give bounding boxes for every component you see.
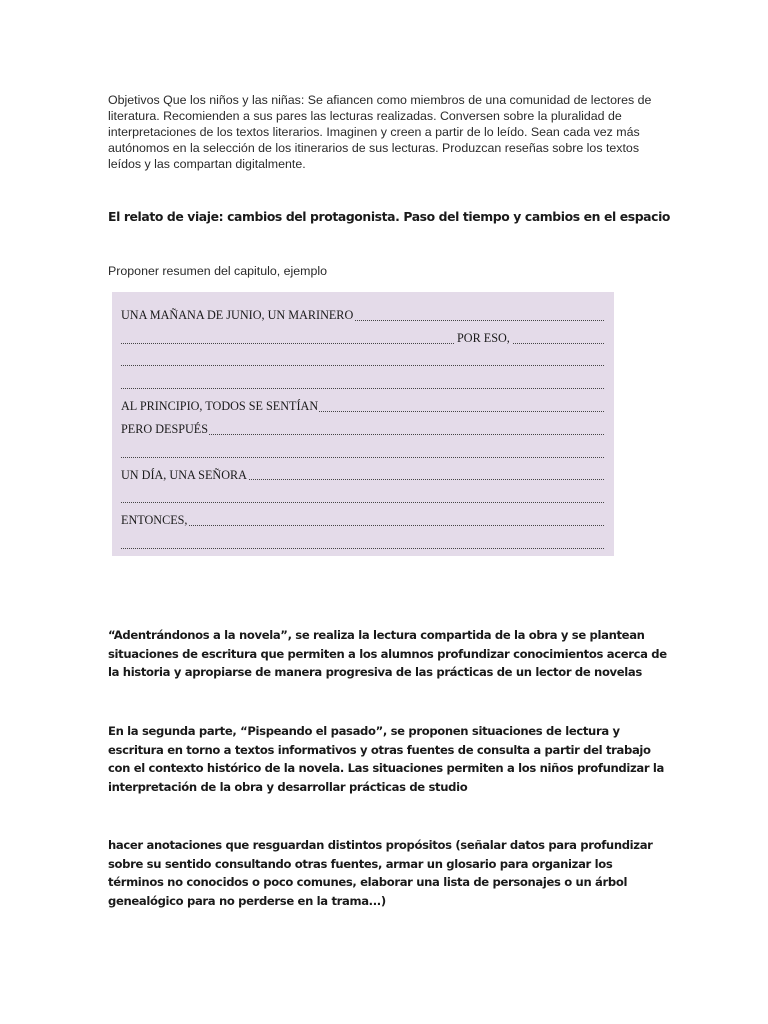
paragraph-anotaciones: hacer anotaciones que resguardan distintos propósitos (señalar datos para profundizar sobre su sentido consultando otras fuentes, armar un glosario para organizar los términos no conocidos o poco comunes, elaborar una lista de personajes o un árbol genealógico para no perderse en la trama...) — [108, 838, 653, 908]
worksheet-line — [121, 418, 604, 441]
section-heading: El relato de viaje: cambios del protagonista. Paso del tiempo y cambios en el espacio — [108, 209, 671, 224]
worksheet-line-prompt: UN DÍA, UNA SEÑORA — [121, 467, 247, 482]
worksheet-line — [121, 395, 604, 418]
worksheet-line — [121, 441, 604, 464]
paragraph-segunda-parte: En la segunda parte, “Pispeando el pasado”, se proponen situaciones de lectura y escritura en torno a textos informativos y otras fuentes de consulta a partir del trabajo con el contexto histórico de la novela. Las situaciones permiten a los niños profundizar la interpretación de la obra y desarrollar prácticas de studio — [108, 724, 664, 794]
worksheet-line — [121, 372, 604, 395]
worksheet-line — [121, 304, 604, 327]
worksheet-line — [121, 350, 604, 373]
worksheet-line — [121, 464, 604, 487]
objectives-paragraph: Objetivos Que los niños y las niñas: Se afiancen como miembros de una comunidad de lectores de literatura. Recomienden a sus pares las lecturas realizadas. Conversen sobre la pluralidad de interpretaciones de los textos literarios. Imaginen y creen a partir de lo leído. Sean cada vez más autónomos en la selección de los itinerarios de sus lecturas. Produzcan reseñas sobre los textos leídos y las compartan digitalmente. — [108, 93, 652, 171]
worksheet-line — [121, 509, 604, 532]
proponer-instruction: Proponer resumen del capitulo, ejemplo — [108, 264, 328, 278]
worksheet-line-prompt: UNA MAÑANA DE JUNIO, UN MARINERO — [121, 308, 354, 322]
worksheet-line-prompt: ENTONCES, — [121, 513, 188, 528]
summary-worksheet — [112, 292, 614, 556]
worksheet-line-prompt: AL PRINCIPIO, TODOS SE SENTÍAN — [121, 399, 319, 414]
paragraph-adentrandonos: “Adentrándonos a la novela”, se realiza la lectura compartida de la obra y se plantean situaciones de escritura que permiten a los alumnos profundizar conocimientos acerca de la historia y apropiarse de manera progresiva de las prácticas de un lector de novelas — [108, 628, 667, 679]
worksheet-line-prompt: POR ESO, — [455, 327, 512, 350]
worksheet-line — [121, 327, 604, 350]
worksheet-line — [121, 532, 604, 555]
worksheet-line-prompt: PERO DESPUÉS — [121, 421, 209, 436]
worksheet-line — [121, 486, 604, 509]
